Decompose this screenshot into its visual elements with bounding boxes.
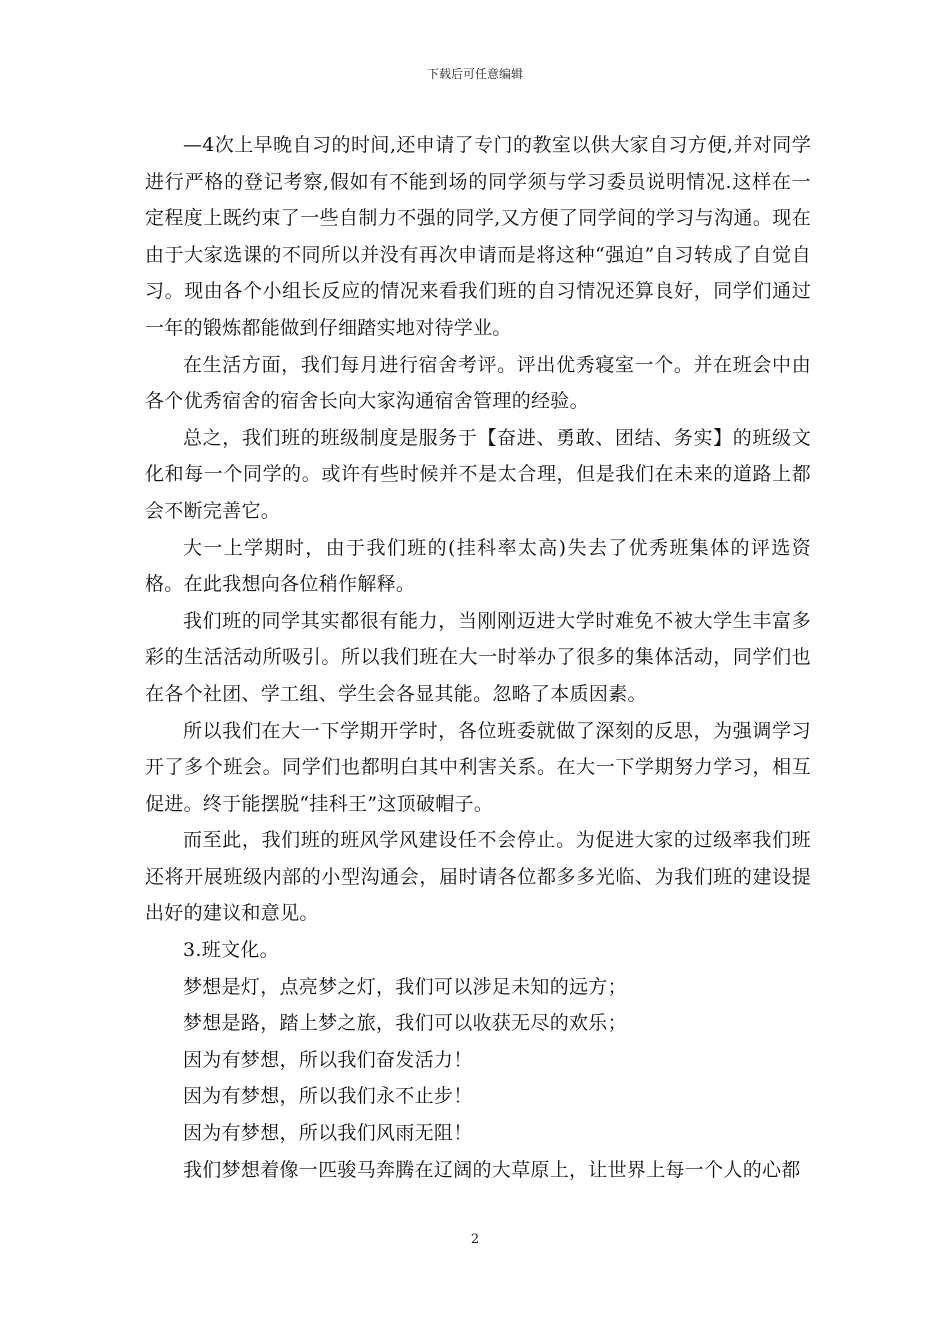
paragraph: 我们班的同学其实都很有能力，当刚刚迈进大学时难免不被大学生丰富多彩的生活活动所吸引。所以我们班在大一时举办了很多的集体活动，同学们也在各个社团、学工组、学生会各显其能。忽略了本质因素。 <box>145 609 811 705</box>
paragraph: —4次上早晚自习的时间,还申请了专门的教室以供大家自习方便,并对同学进行严格的登记考察,假如有不能到场的同学须与学习委员说明情况.这样在一定程度上既约束了一些自制力不强的同学,又方便了同学间的学习与沟通。现在由于大家选课的不同所以并没有再次申请而是将这种“强迫”自习转成了自觉自习。现由各个小组长反应的情况来看我们班的自习情况还算良好，同学们通过一年的锻炼都能做到仔细踏实地对待学业。 <box>145 134 811 339</box>
poem-line: 梦想是灯，点亮梦之灯，我们可以涉足未知的远方； <box>183 975 627 998</box>
page-number: 2 <box>470 1232 480 1247</box>
paragraph: 大一上学期时，由于我们班的(挂科率太高)失去了优秀班集体的评选资格。在此我想向各位稍作解释。 <box>145 536 811 596</box>
poem-line: 因为有梦想，所以我们风雨无阻！ <box>183 1122 473 1145</box>
document-body <box>145 127 811 1188</box>
paragraph: 总之，我们班的班级制度是服务于【奋进、勇敢、团结、务实】的班级文化和每一个同学的。或许有些时候并不是太合理，但是我们在未来的道路上都会不断完善它。 <box>145 426 811 522</box>
paragraph: 在生活方面，我们每月进行宿舍考评。评出优秀寝室一个。并在班会中由各个优秀宿舍的宿舍长向大家沟通宿舍管理的经验。 <box>145 353 811 413</box>
section-heading: 3.班文化。 <box>183 939 279 962</box>
poem-line: 梦想是路，踏上梦之旅，我们可以收获无尽的欢乐； <box>183 1012 627 1035</box>
poem-line: 因为有梦想，所以我们永不止步！ <box>183 1085 473 1108</box>
paragraph: 所以我们在大一下学期开学时，各位班委就做了深刻的反思，为强调学习开了多个班会。同学们也都明白其中利害关系。在大一下学期努力学习，相互促进。终于能摆脱“挂科王”这顶破帽子。 <box>145 719 811 815</box>
page-header: 下载后可任意编辑 <box>426 67 523 81</box>
poem-line: 因为有梦想，所以我们奋发活力！ <box>183 1048 473 1071</box>
paragraph: 我们梦想着像一匹骏马奔腾在辽阔的大草原上，让世界上每一个人的心都 <box>183 1158 801 1181</box>
paragraph: 而至此，我们班的班风学风建设任不会停止。为促进大家的过级率我们班还将开展班级内部的小型沟通会，届时请各位都多多光临、为我们班的建设提出好的建议和意见。 <box>145 829 811 925</box>
